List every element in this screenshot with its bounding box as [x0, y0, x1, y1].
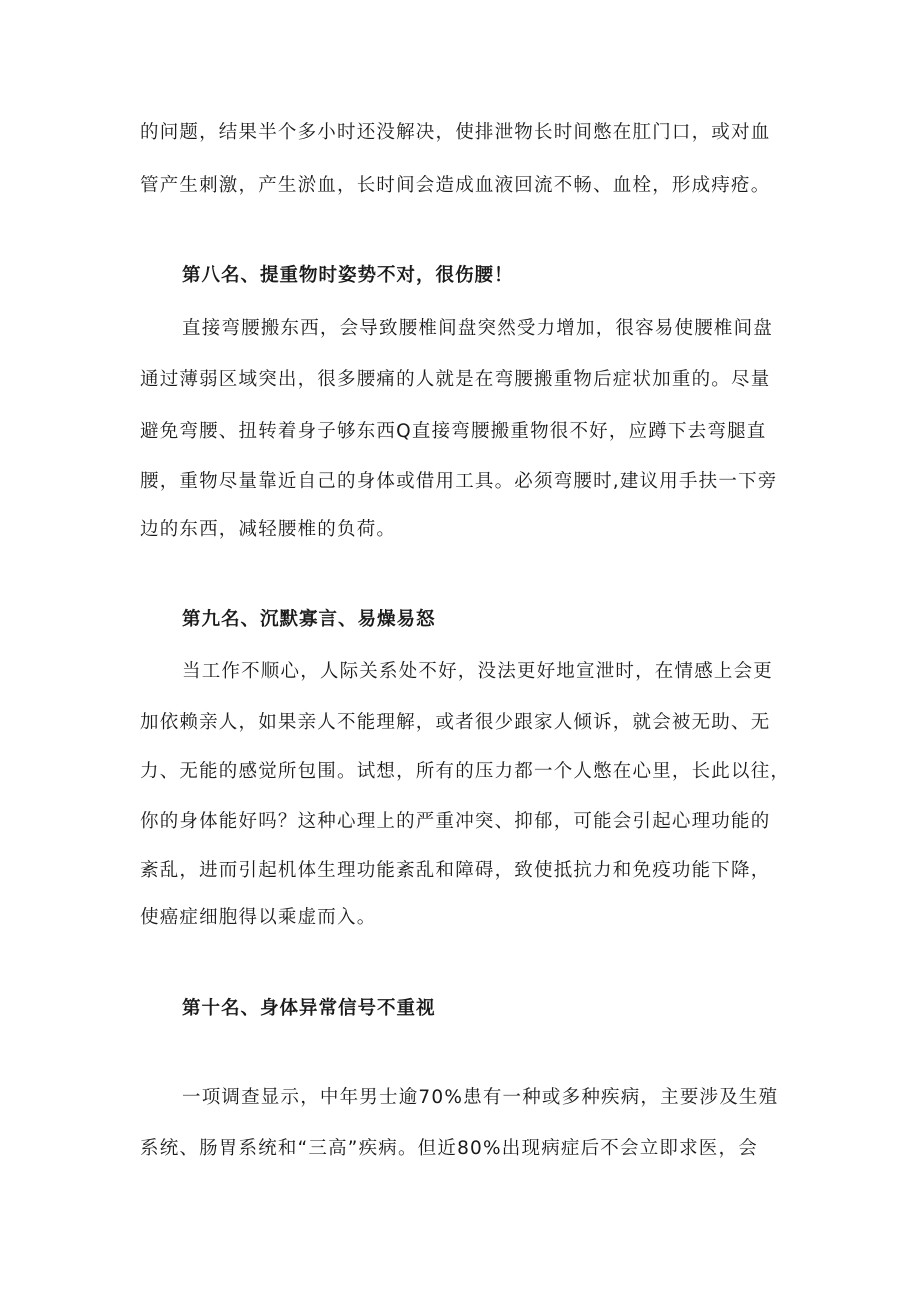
paragraph-line: 当工作不顺心，人际关系处不好，没法更好地宣泄时，在情感上会更	[182, 661, 774, 682]
paragraph-line: 管产生刺激，产生淤血，长时间会造成血液回流不畅、血栓，形成痔疮。	[140, 175, 771, 196]
paragraph-line: 直接弯腰搬东西，会导致腰椎间盘突然受力增加，很容易使腰椎间盘	[182, 318, 774, 339]
paragraph-line: 使癌症细胞得以乘虚而入。	[140, 907, 377, 928]
paragraph-line: 加依赖亲人，如果亲人不能理解，或者很少跟家人倾诉，就会被无助、无	[140, 712, 771, 733]
section-heading-9: 第九名、沉默寡言、易燥易怒	[182, 609, 436, 630]
section-heading-8: 第八名、提重物时姿势不对，很伤腰！	[182, 265, 514, 286]
section-heading-10: 第十名、身体异常信号不重视	[182, 998, 436, 1019]
paragraph-line: 你的身体能好吗？这种心理上的严重冲突、抑郁，可能会引起心理功能的	[140, 811, 771, 832]
paragraph-line: 紊乱，进而引起机体生理功能紊乱和障碍，致使抵抗力和免疫功能下降，	[140, 860, 771, 881]
paragraph-line: 系统、肠胃系统和“三高”疾病。但近80%出现病症后不会立即求医，会	[140, 1138, 758, 1159]
paragraph-line: 避免弯腰、扭转着身子够东西Q直接弯腰搬重物很不好，应蹲下去弯腿直	[140, 421, 767, 442]
paragraph-line: 腰，重物尽量靠近自己的身体或借用工具。必须弯腰时,建议用手扶一下旁	[140, 471, 778, 492]
paragraph-line: 边的东西，减轻腰椎的负荷。	[140, 519, 397, 540]
paragraph-line: 的问题，结果半个多小时还没解决，使排泄物长时间憋在肛门口，或对血	[140, 122, 771, 143]
paragraph-line: 一项调查显示，中年男士逾70%患有一种或多种疾病，主要涉及生殖	[182, 1087, 779, 1108]
paragraph-line: 通过薄弱区域突出，很多腰痛的人就是在弯腰搬重物后症状加重的。尽量	[140, 369, 771, 390]
paragraph-line: 力、无能的感觉所包围。试想，所有的压力都一个人憋在心里，长此以往，	[140, 761, 791, 782]
